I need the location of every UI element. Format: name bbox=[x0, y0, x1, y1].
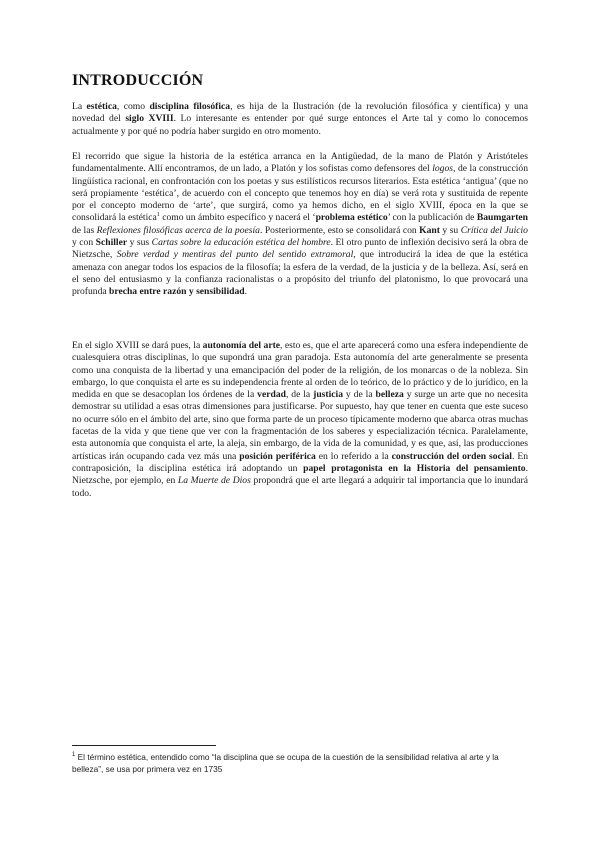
bold-term: justicia bbox=[313, 389, 343, 401]
text-run: de las bbox=[72, 224, 97, 236]
bold-term: Schiller bbox=[95, 237, 128, 249]
italic-title: Reflexiones filosóficas acerca de la poesía bbox=[96, 224, 260, 236]
text-run: . El otro punto de inflexión decisivo será la obra de Nietzsche, bbox=[72, 237, 528, 261]
text-run: y su bbox=[439, 224, 461, 236]
bold-term: papel protagonista en la Historia del pensamiento bbox=[303, 462, 526, 474]
paragraph-autonomy bbox=[72, 340, 528, 500]
text-run: En el siglo XVIII se dará pues, la bbox=[72, 340, 203, 351]
text-run: como un ámbito específico y nacerá el ‘ bbox=[159, 212, 316, 224]
text-run: en lo referido a la bbox=[315, 450, 392, 462]
bold-term: posición periférica bbox=[239, 450, 316, 462]
footnote bbox=[72, 752, 528, 775]
text-run: , de la construcción lingüística racional, en confrontación con los poetas y sus estilísticos recursos literarios. Esta estética ‘antigua’ (que no será propiamente ‘estética’, de acuerdo con el concepto que tenemos hoy en día) se verá rota y sustituida de repente por el concepto moderno de ‘arte’, que surgirá, como ya hemos dicho, en el siglo XVIII, época en la que se consolidará la estética bbox=[72, 163, 529, 224]
text-run: , que introducirá la idea de que la estética amenaza con anegar todos los espacios de la filosofía; la esfera de la verdad, de la justicia y de la belleza. Así, será en el seno del entusiasmo y la confianza racionalistas o a propósito del triunfo del platonismo, lo que provocará una profunda bbox=[72, 249, 529, 298]
footnote-reference[interactable]: 1 bbox=[156, 212, 160, 219]
bold-term: siglo XVIII bbox=[125, 113, 174, 125]
text-run: . Nietzsche, por ejemplo, en bbox=[72, 462, 528, 487]
footnote-divider bbox=[72, 745, 216, 746]
italic-title: Cartas sobre la educación estética del hombre bbox=[151, 237, 331, 249]
text-run: La bbox=[72, 101, 87, 112]
text-run: , de la bbox=[285, 389, 314, 401]
bold-term: verdad bbox=[257, 389, 286, 401]
bold-term: belleza bbox=[375, 389, 404, 401]
italic-term: logos bbox=[432, 163, 454, 175]
italic-title: Crítica del Juicio bbox=[460, 224, 528, 236]
italic-title: La Muerte de Dios bbox=[177, 475, 251, 487]
text-run: , esto es, que el arte aparecerá como una esfera independiente de cualesquiera otras disciplinas, lo que supondrá una gran paradoja. Esta autonomía del arte generalmente se presenta como una conquista de la libertad y una emancipación del poder de la religión, de los monarcas o de la nobleza. Sin embargo, lo que conquista el arte es su independencia frente al orden de lo teórico, de lo práctico y de lo jurídico, en la medida en que se desacoplan los órdenes de la bbox=[72, 340, 528, 401]
bold-term: construcción del orden social bbox=[391, 450, 512, 462]
text-run: . En contraposición, la disciplina estética irá adoptando un bbox=[72, 450, 528, 474]
text-run: y sus bbox=[127, 237, 152, 249]
paragraph-history bbox=[72, 151, 528, 299]
footnote-text: El término estética, entendido como “la disciplina que se ocupa de la cuestión de la sensibilidad relativa al arte y la belleza”, se usa por primera vez en 1735 bbox=[72, 752, 499, 774]
bold-term: disciplina filosófica bbox=[149, 101, 231, 112]
bold-term: brecha entre razón y sensibilidad bbox=[109, 286, 245, 298]
text-run: y con bbox=[72, 237, 96, 249]
bold-term: autonomía del arte bbox=[202, 340, 281, 351]
text-run: . Lo interesante es entender por qué surge entonces el Arte tal y como lo conocemos actualmente y por qué no podría haber surgido en otro momento. bbox=[72, 113, 528, 137]
bold-term: problema estético bbox=[315, 212, 388, 224]
italic-title: Sobre verdad y mentiras del punto del sentido extramoral bbox=[116, 249, 354, 261]
paragraph-intro bbox=[72, 101, 528, 138]
bold-term: estética bbox=[86, 101, 117, 112]
text-run: El recorrido que sigue la historia de la estética arranca en la Antigüedad, de la mano de Platón y Aristóteles fundamentalmente. Allí encontramos, de un lado, a Platón y los sofistas como defensores del bbox=[72, 151, 528, 175]
text-run: y surge un arte que no necesita demostrar su utilidad a esas otras dimensiones para justificarse. Por supuesto, hay que tener en cuenta que este suceso no ocurre sólo en el ámbito del arte, sino que forma parte de un proceso típicamente moderno que abarca otras muchas facetas de la vida y que tiene que ver con la fragmentación de los saberes y especialización técnica. Paralelamente, esta autonomía que conquista el arte, la aleja, sin embargo, de la vida de la comunidad, y es que, así, las producciones artísticas irán ocupando cada vez más una bbox=[72, 389, 529, 462]
text-run: , como bbox=[116, 101, 150, 112]
text-run: . Posteriormente, esto se consolidará con bbox=[259, 224, 420, 236]
bold-term: Baumgarten bbox=[476, 212, 528, 224]
page-title: INTRODUCCIÓN bbox=[72, 72, 204, 89]
text-run: y de la bbox=[343, 389, 376, 401]
text-run: , es hija de la Ilustración (de la revolución filosófica y científica) y una novedad del bbox=[72, 101, 528, 125]
footnote-number: 1 bbox=[72, 752, 76, 759]
text-run: propondrá que el arte llegará a adquirir tal importancia que lo inundará todo. bbox=[72, 475, 529, 499]
text-run: . bbox=[244, 286, 248, 298]
bold-term: Kant bbox=[419, 224, 440, 236]
text-run: ’ con la publicación de bbox=[387, 212, 477, 224]
